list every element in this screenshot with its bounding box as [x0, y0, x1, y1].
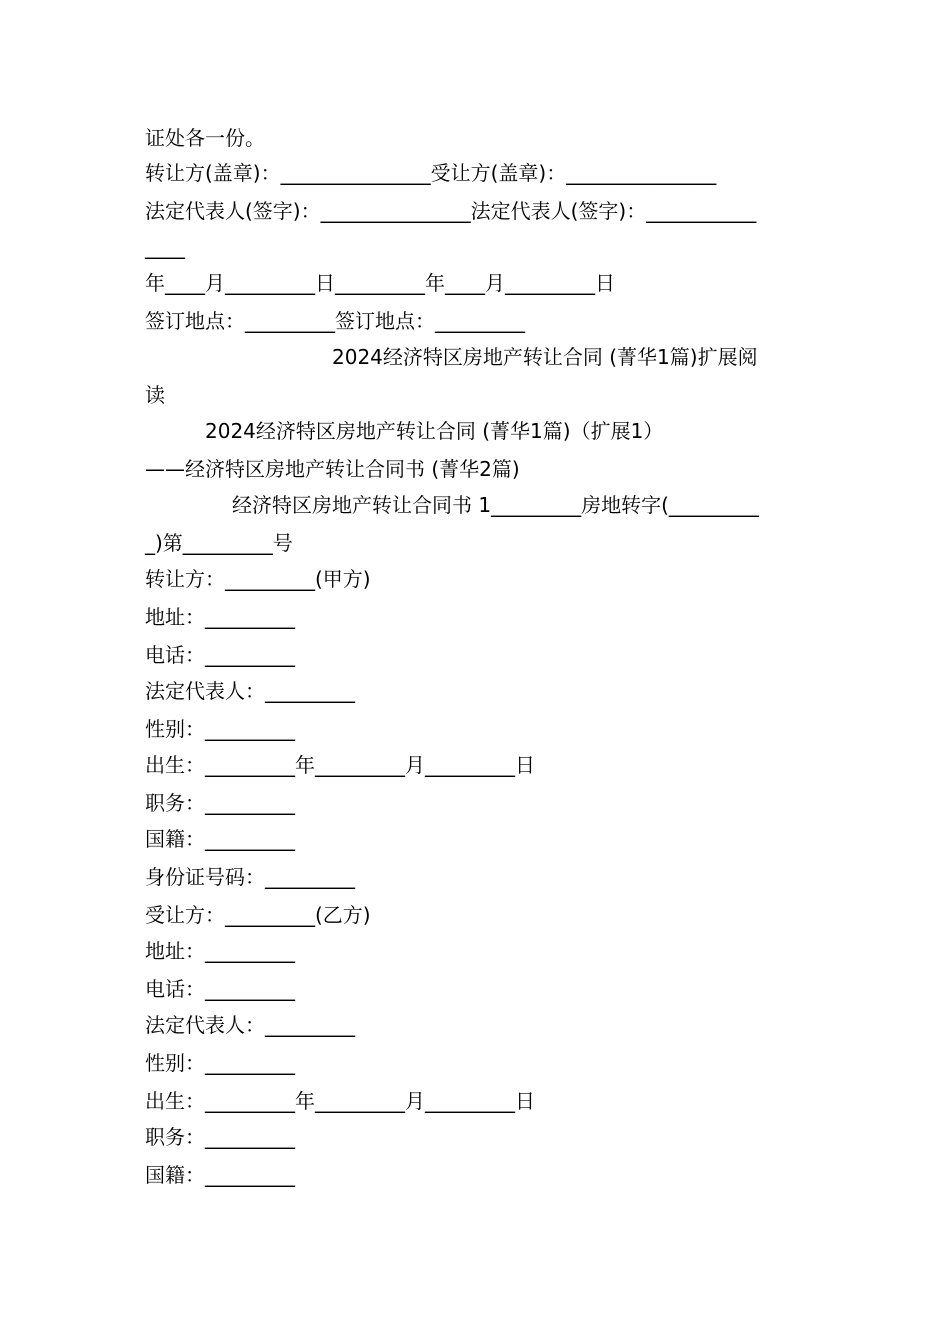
gender-field: 性别：_________	[145, 1051, 295, 1075]
transferor-label: 转让方：_________(甲方)	[145, 567, 371, 591]
text-line: 法定代表人(签字)：_______________法定代表人(签字)：___________	[145, 199, 757, 223]
phone-field: 电话：_________	[145, 977, 295, 1001]
gender-field: 性别：_________	[145, 717, 295, 741]
position-field: 职务：_________	[145, 1125, 295, 1149]
text-line: 签订地点：_________签订地点：_________	[145, 309, 525, 333]
phone-field: 电话：_________	[145, 643, 295, 667]
transferee-label: 受让方：_________(乙方)	[145, 903, 371, 927]
address-field: 地址：_________	[145, 939, 295, 963]
address-field: 地址：_________	[145, 605, 295, 629]
text-line: ____	[145, 235, 185, 259]
legal-rep-field: 法定代表人：_________	[145, 1013, 355, 1037]
section-heading-continuation: 读	[145, 383, 165, 407]
text-line: 年____月_________日_________年____月_________日	[145, 271, 615, 295]
position-field: 职务：_________	[145, 791, 295, 815]
subheading-line: ——经济特区房地产转让合同书 (菁华2篇)	[145, 457, 520, 481]
id-number-field: 身份证号码：_________	[145, 865, 355, 889]
text-line: 转让方(盖章)：_______________受让方(盖章)：_______________	[145, 161, 717, 185]
nationality-field: 国籍：_________	[145, 827, 295, 851]
nationality-field: 国籍：_________	[145, 1163, 295, 1187]
birth-field: 出生：_________年_________月_________日	[145, 1089, 535, 1113]
subheading: 2024经济特区房地产转让合同 (菁华1篇)（扩展1）	[205, 419, 664, 443]
text-line: 证处各一份。	[145, 126, 265, 150]
birth-field: 出生：_________年_________月_________日	[145, 753, 535, 777]
legal-rep-field: 法定代表人：_________	[145, 679, 355, 703]
section-heading: 2024经济特区房地产转让合同 (菁华1篇)扩展阅	[332, 345, 758, 369]
contract-title: 经济特区房地产转让合同书 1_________房地转字(_________	[232, 493, 759, 517]
contract-number: _)第_________号	[145, 531, 293, 555]
